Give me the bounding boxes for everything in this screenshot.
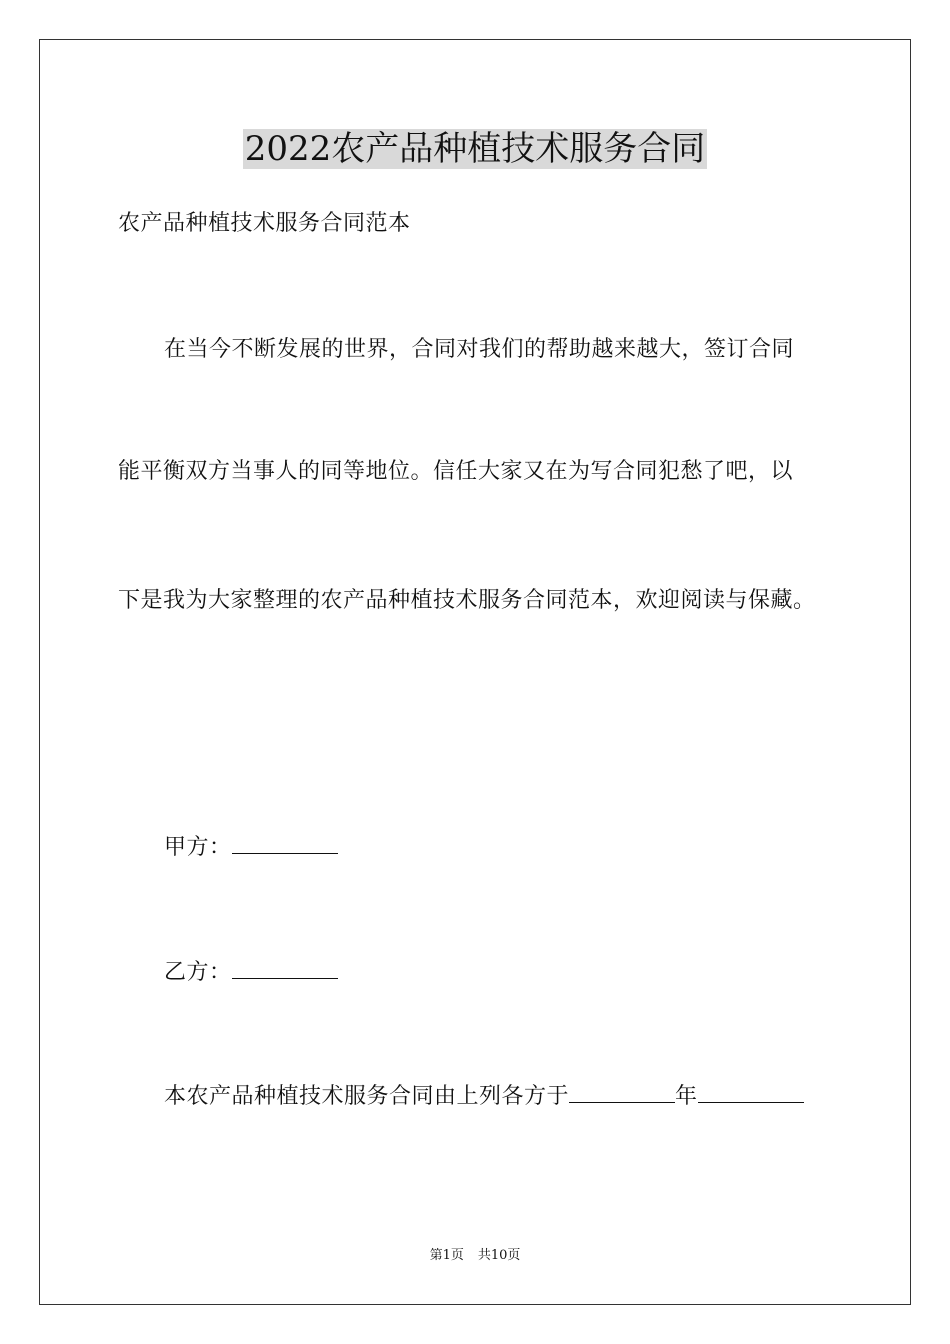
intro-line-1: 在当今不断发展的世界，合同对我们的帮助越来越大，签订合同 [164, 337, 795, 362]
total-pages: 共10页 [477, 1248, 521, 1263]
party-b-blank[interactable] [232, 956, 338, 979]
document-subtitle: 农产品种植技术服务合同范本 [118, 211, 411, 236]
year-blank[interactable] [569, 1080, 675, 1103]
intro-line-3: 下是我为大家整理的农产品种植技术服务合同范本，欢迎阅读与保藏。 [118, 588, 816, 613]
year-label: 年 [675, 1084, 698, 1109]
party-b-row [164, 956, 338, 989]
month-blank[interactable] [698, 1080, 804, 1103]
current-page: 第1页 [429, 1248, 464, 1263]
page-footer [0, 1246, 950, 1266]
document-title-text: 2022农产品种植技术服务合同 [244, 129, 706, 169]
intro-line-2: 能平衡双方当事人的同等地位。信任大家又在为写合同犯愁了吧，以 [118, 459, 794, 484]
document-title [0, 124, 950, 174]
party-b-label: 乙方： [164, 960, 232, 985]
party-a-label: 甲方： [164, 835, 232, 860]
party-a-row [164, 831, 338, 864]
agreement-prefix: 本农产品种植技术服务合同由上列各方于 [164, 1084, 570, 1109]
agreement-line [164, 1080, 804, 1113]
party-a-blank[interactable] [232, 831, 338, 854]
